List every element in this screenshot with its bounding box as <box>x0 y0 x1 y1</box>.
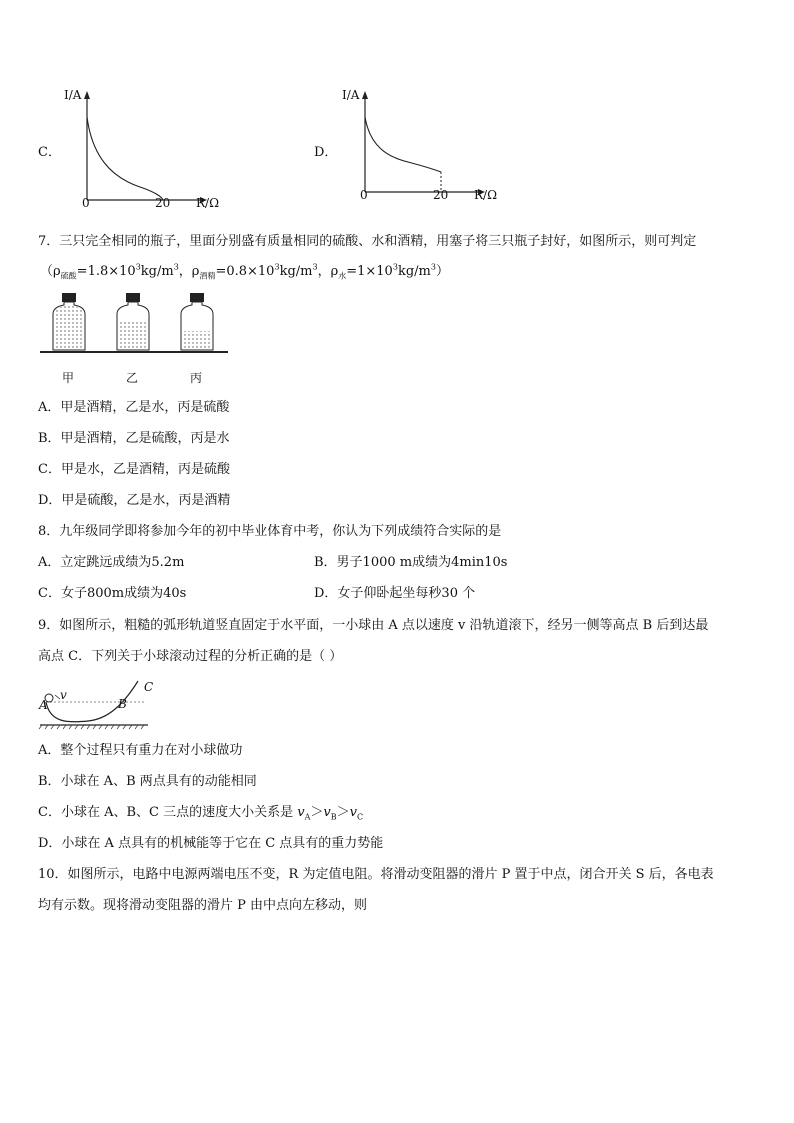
graph-d-curve <box>365 117 441 172</box>
bottle-jia <box>53 293 85 350</box>
q8-option-d: D．女子仰卧起坐每秒30 个 <box>314 586 476 601</box>
q7-option-c: C．甲是水，乙是酒精，丙是硫酸 <box>38 462 230 477</box>
q9-velocity-label: v <box>60 688 67 702</box>
option-d-label: D． <box>314 145 338 160</box>
q7-option-b: B．甲是酒精，乙是硫酸，丙是水 <box>38 431 230 446</box>
graph-d-origin: 0 <box>360 188 368 202</box>
option-c-label: C． <box>38 145 61 160</box>
q7-option-a: A．甲是酒精，乙是水，丙是硫酸 <box>38 400 230 415</box>
graph-d-y-arrow <box>362 91 368 99</box>
graph-c-origin: 0 <box>82 196 90 210</box>
q8-option-c: C．女子800m成绩为40s <box>38 586 187 601</box>
graph-c-xlabel: R/Ω <box>196 196 220 210</box>
q9-point-a: A <box>39 698 48 712</box>
graph-c-tick: 20 <box>155 196 171 210</box>
q8-option-b: B．男子1000 m成绩为4min10s <box>314 555 508 570</box>
q8-stem: 8．九年级同学即将参加今年的初中毕业体育中考，你认为下列成绩符合实际的是 <box>38 524 502 539</box>
graph-d-xlabel: R/Ω <box>474 188 498 202</box>
q7-densities: （$\rho_{硫酸}=1.8\times 10^3kg/m^3$，$\rho_{酒精}=0.8\times 10^3kg/m^3$，$\rho_水=1\times 10^3kg/m^3$） <box>40 262 449 281</box>
graph-c <box>60 85 220 210</box>
graph-c-y-arrow <box>84 91 90 99</box>
bottle-label-bing: 丙 <box>190 371 203 385</box>
graph-c-ylabel: I/A <box>64 88 82 102</box>
q10-stem-line2: 均有示数。现将滑动变阻器的滑片 P 由中点向左移动，则 <box>38 898 368 913</box>
graph-d-tick: 20 <box>433 188 449 202</box>
graph-d-ylabel: I/A <box>342 88 360 102</box>
q9-track-figure <box>38 675 158 730</box>
graph-c-curve <box>87 117 163 200</box>
q7-option-d: D．甲是硫酸，乙是水，丙是酒精 <box>38 493 231 508</box>
bottle-label-jia: 甲 <box>62 371 75 385</box>
q9-stem-line1: 9．如图所示，粗糙的弧形轨道竖直固定于水平面，一小球由 A 点以速度 v 沿轨道滚下，经另一侧等高点 B 后到达最 <box>38 618 709 633</box>
bottle-yi <box>117 293 149 350</box>
q9-point-c: C <box>144 680 154 694</box>
bottle-label-yi: 乙 <box>126 371 139 385</box>
q9-point-b: B <box>118 697 127 711</box>
q9-option-a: A．整个过程只有重力在对小球做功 <box>38 743 243 758</box>
q9-stem-line2: 高点 C．下列关于小球滚动过程的分析正确的是（ ） <box>38 649 343 664</box>
q8-option-a: A．立定跳远成绩为5.2m <box>38 555 185 570</box>
bottle-bing <box>181 293 213 350</box>
q9-option-d: D．小球在 A 点具有的机械能等于它在 C 点具有的重力势能 <box>38 836 384 851</box>
q9-option-c: C．小球在 A、B、C 三点的速度大小关系是 $v_A>v_B>v_C$ <box>38 805 364 822</box>
q9-option-b: B．小球在 A、B 两点具有的动能相同 <box>38 774 257 789</box>
q10-stem-line1: 10．如图所示，电路中电源两端电压不变，R 为定值电阻。将滑动变阻器的滑片 P 置于中点，闭合开关 S 后，各电表 <box>38 867 714 882</box>
q7-stem: 7．三只完全相同的瓶子，里面分别盛有质量相同的硫酸、水和酒精，用塞子将三只瓶子封好，如图所示，则可判定 <box>38 234 697 249</box>
